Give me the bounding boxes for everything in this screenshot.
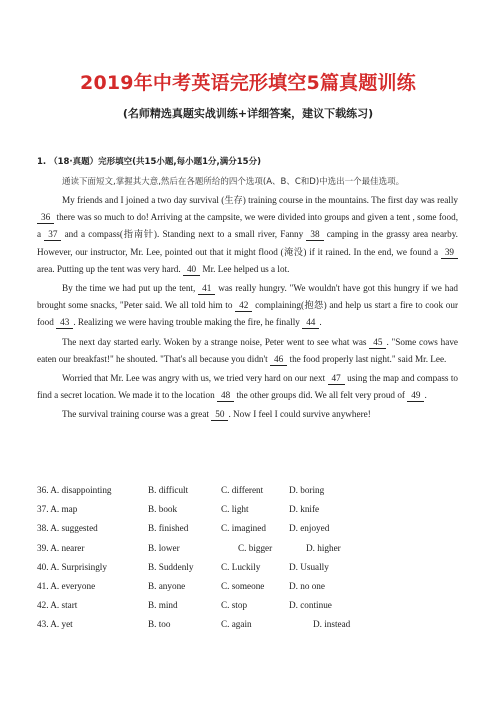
document-title: 2019年中考英语完形填空5篇真题训练 xyxy=(80,72,416,94)
blank-36: 36 xyxy=(37,212,54,224)
blank-38: 38 xyxy=(306,229,323,241)
option-row-40 xyxy=(37,562,467,581)
blank-42: 42 xyxy=(235,300,252,312)
option-row-37 xyxy=(37,504,467,523)
blank-37: 37 xyxy=(44,229,61,241)
option-d: D. enjoyed xyxy=(289,523,330,534)
paragraph-1 xyxy=(37,192,458,278)
passage xyxy=(37,192,458,426)
option-b: B. lower xyxy=(148,542,180,553)
option-row-36 xyxy=(37,485,467,504)
question-heading: 1. （18·真题）完形填空(共15小题,每小题1分,满分15分) xyxy=(37,157,261,167)
option-c: C. stop xyxy=(221,600,248,611)
passage-text: My friends and I joined a two day survival (生存) training course in the mountains. The first day was really xyxy=(62,195,458,205)
passage-text: the other groups did. We all felt very proud of xyxy=(236,390,405,401)
option-a: 40. A. Surprisingly xyxy=(37,561,107,572)
option-b: B. too xyxy=(148,619,171,630)
passage-text: there was so much to do! Arriving at the campsite, we were divided into groups and given a tent , some food, a xyxy=(37,212,458,240)
option-d: D. no one xyxy=(289,580,325,591)
passage-text: complaining(抱怨) and help us start a fire to cook our food xyxy=(37,300,459,328)
option-d: D. continue xyxy=(289,600,332,611)
option-c: C. bigger xyxy=(238,542,273,553)
option-a: 37. A. map xyxy=(37,504,78,515)
option-row-41 xyxy=(37,581,467,600)
option-b: B. book xyxy=(148,504,178,515)
passage-text: was really hungry. "We wouldn't have got this hungry if we had brought some snacks, "Peter said. We all told him to xyxy=(37,283,459,311)
blank-48: 48 xyxy=(217,390,234,402)
option-b: B. Suddenly xyxy=(148,561,194,572)
option-b: B. anyone xyxy=(148,580,186,591)
passage-text: The next day started early. Woken by a strange noise, Peter went to see what was xyxy=(62,336,367,347)
passage-text: area. Putting up the tent was very hard. xyxy=(37,263,181,274)
option-row-38 xyxy=(37,523,467,542)
option-a: 38. A. suggested xyxy=(37,523,98,534)
option-b: B. difficult xyxy=(148,485,189,495)
paragraph-5 xyxy=(37,406,458,423)
blank-44: 44 xyxy=(302,317,319,329)
passage-text: using the map and compass to find a secret location. We made it to the location xyxy=(37,373,459,401)
option-b: B. mind xyxy=(148,600,178,611)
option-c: C. again xyxy=(221,619,252,630)
option-a: 43. A. yet xyxy=(37,619,73,630)
blank-50: 50 xyxy=(211,409,228,421)
option-c: C. light xyxy=(221,504,249,515)
blank-45: 45 xyxy=(369,337,386,349)
paragraph-4 xyxy=(37,370,458,404)
option-a: 41. A. everyone xyxy=(37,580,96,591)
blank-49: 49 xyxy=(407,390,424,402)
passage-text: The survival training course was a great xyxy=(62,409,209,420)
passage-text: . xyxy=(319,317,322,328)
option-d: D. boring xyxy=(289,485,325,495)
option-d: D. knife xyxy=(289,504,320,515)
blank-46: 46 xyxy=(270,354,287,366)
passage-text: By the time we had put up the tent, xyxy=(62,283,196,294)
answer-options xyxy=(37,485,467,639)
option-row-43 xyxy=(37,619,467,638)
paragraph-3 xyxy=(37,334,458,368)
passage-text: . Now I feel I could survive anywhere! xyxy=(228,409,371,420)
passage-text: the food properly last night." said Mr. Lee. xyxy=(289,353,447,364)
option-c: C. different xyxy=(221,485,264,495)
passage-text: . xyxy=(424,390,427,401)
blank-41: 41 xyxy=(198,283,215,295)
passage-text: . "Some cows have eaten our breakfast!" he shouted. "That's all because you didn't xyxy=(37,336,459,364)
paragraph-2 xyxy=(37,280,458,332)
option-c: C. imagined xyxy=(221,523,266,534)
option-d: D. instead xyxy=(313,619,351,630)
option-d: D. Usually xyxy=(289,561,329,572)
blank-47: 47 xyxy=(328,373,345,385)
blank-40: 40 xyxy=(183,264,200,276)
blank-43: 43 xyxy=(56,317,73,329)
option-d: D. higher xyxy=(306,542,341,553)
option-row-39 xyxy=(37,543,467,562)
passage-text: Mr. Lee helped us a lot. xyxy=(202,263,290,274)
passage-text: Worried that Mr. Lee was angry with us, we tried very hard on our next xyxy=(62,373,326,384)
blank-39: 39 xyxy=(441,247,458,259)
option-a: 42. A. start xyxy=(37,600,78,611)
option-a: 36. A. disappointing xyxy=(37,485,112,495)
option-a: 39. A. nearer xyxy=(37,542,85,553)
passage-text: . Realizing we were having trouble making the fire, he finally xyxy=(73,317,300,328)
option-c: C. Luckily xyxy=(221,561,261,572)
option-b: B. finished xyxy=(148,523,189,534)
document-subtitle: (名师精选真题实战训练+详细答案，建议下载练习) xyxy=(122,107,374,120)
question-instruction: 通读下面短文,掌握其大意,然后在各题所给的四个选项(A、B、C和D)中选出一个最佳选项。 xyxy=(62,177,405,187)
option-c: C. someone xyxy=(221,580,265,591)
option-row-42 xyxy=(37,600,467,619)
passage-text: and a compass(指南针). Standing next to a small river, Fanny xyxy=(64,229,304,240)
passage-text: camping in the grassy area nearby. However, our instructor, Mr. Lee, pointed out that it might flood (淹没) if it rained. In the end, we found a xyxy=(37,229,458,257)
